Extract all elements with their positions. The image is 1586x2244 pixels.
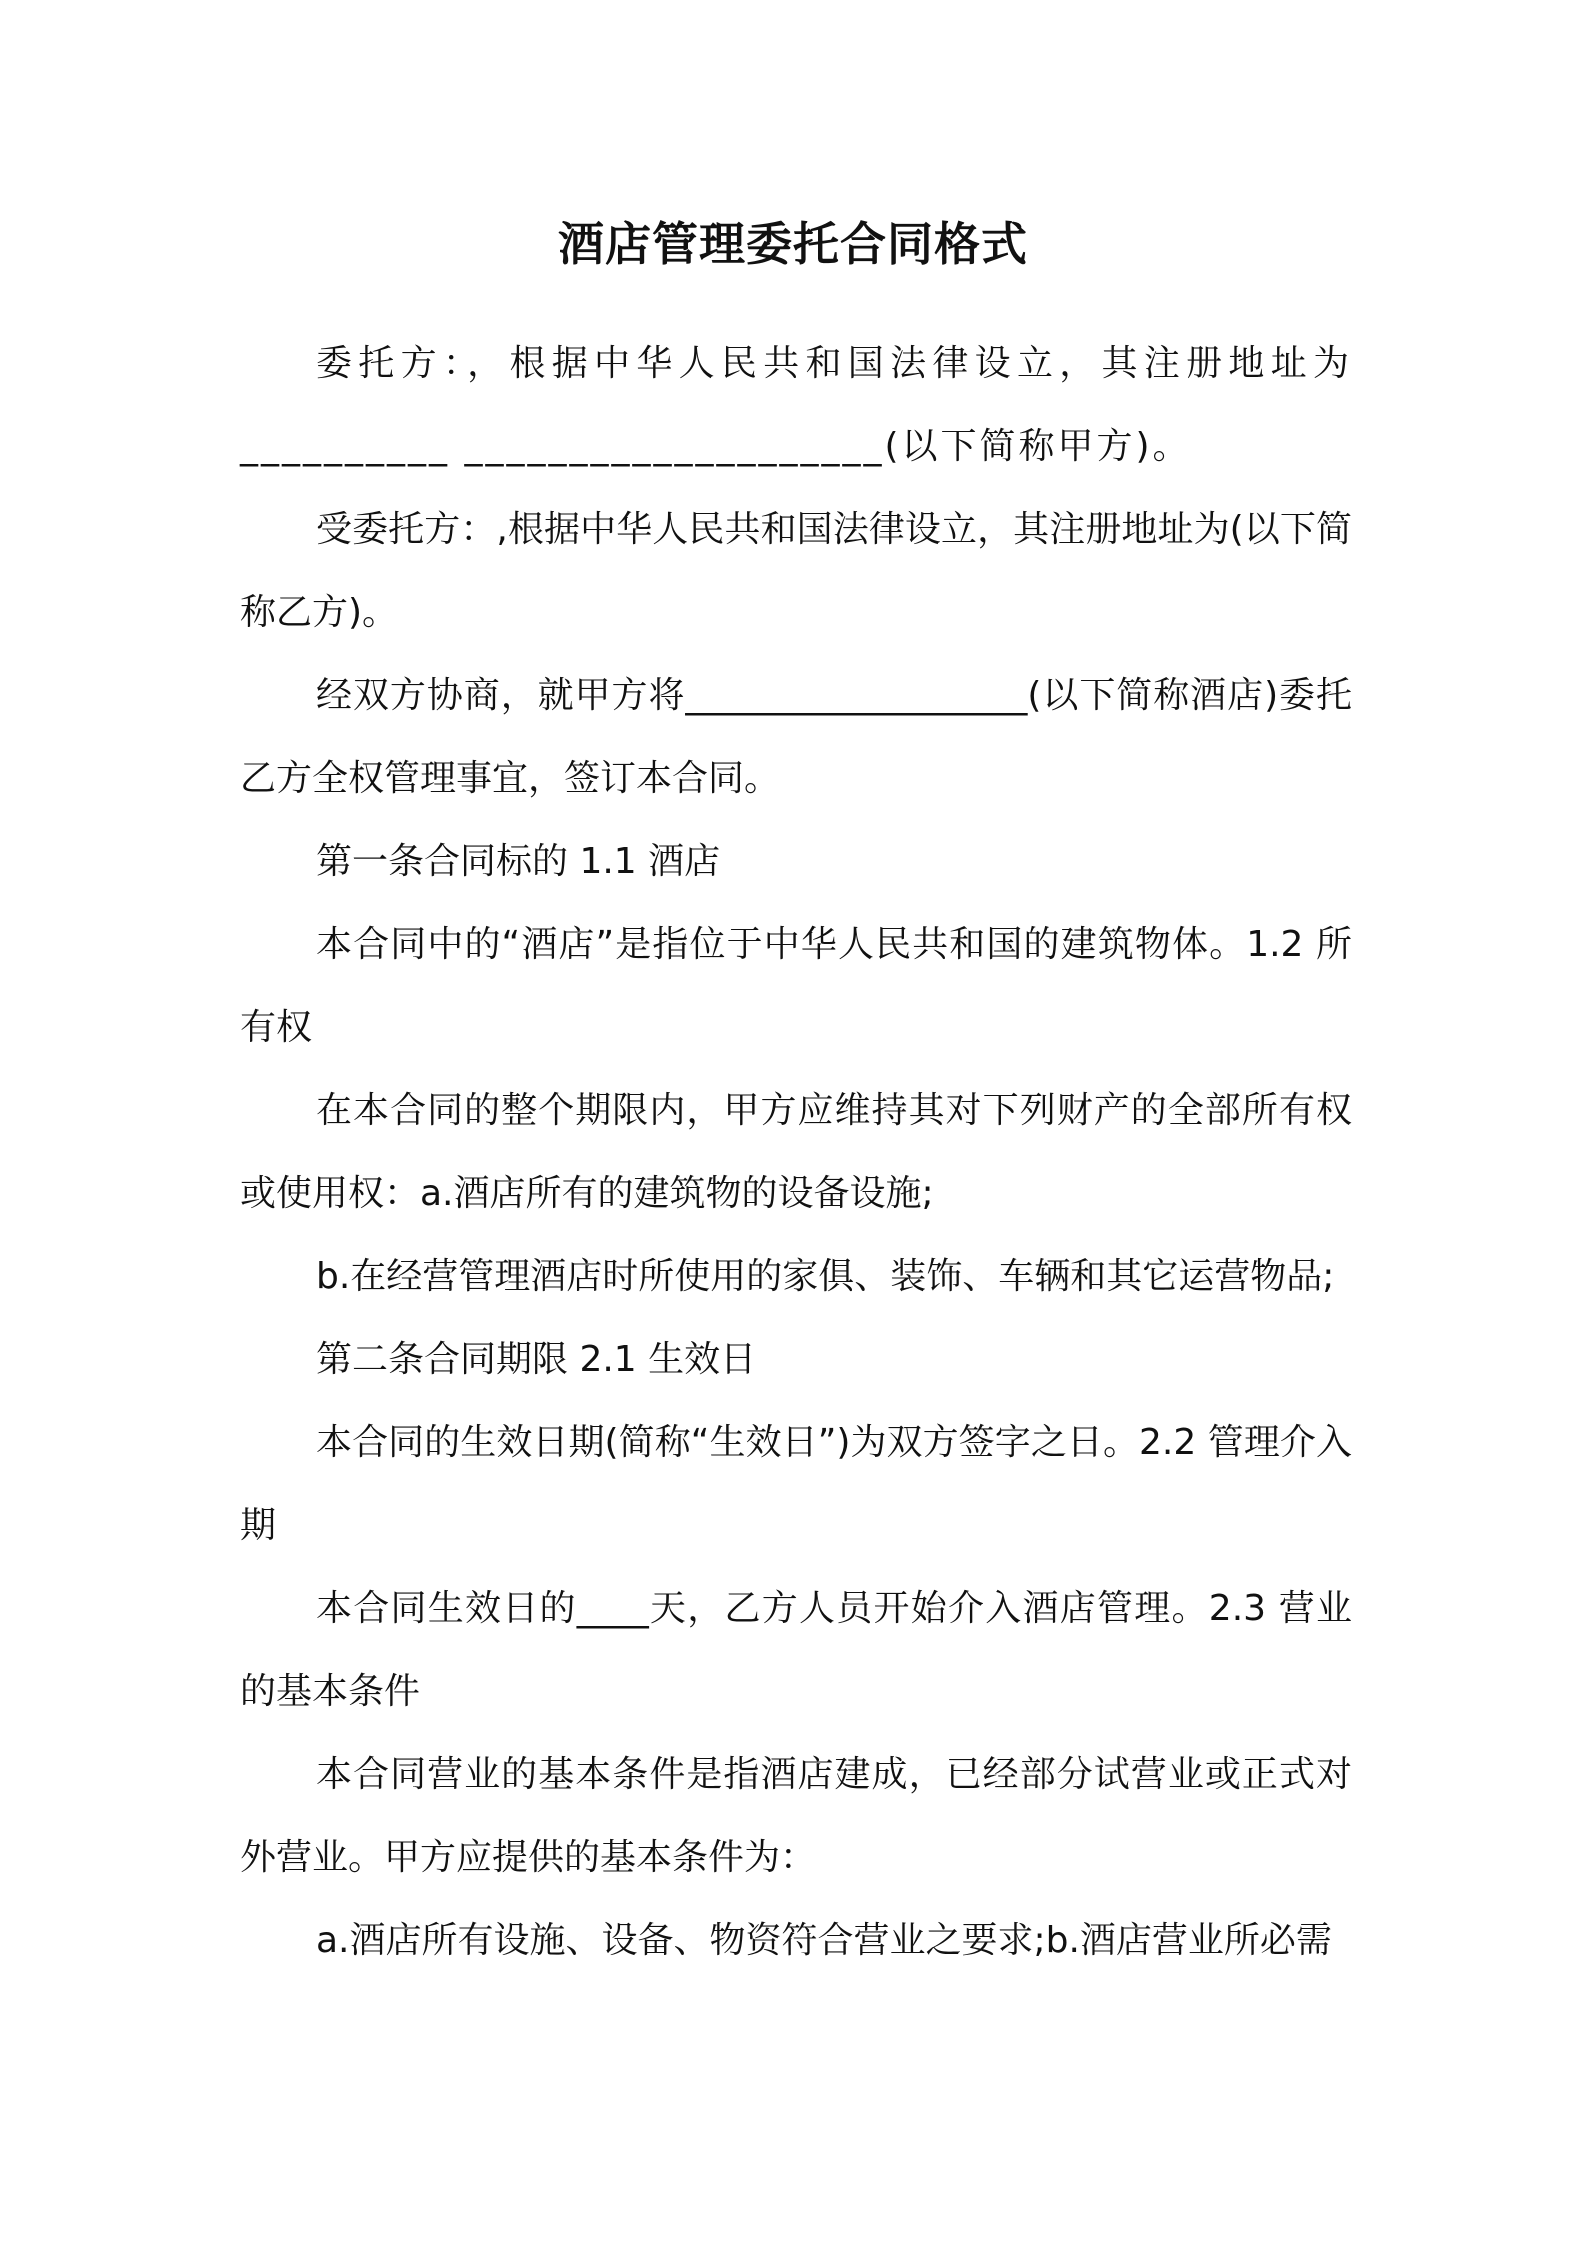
paragraph-intervention: 本合同生效日的____天，乙方人员开始介入酒店管理。2.3 营业的基本条件 (240, 1588, 1352, 1712)
paragraph-ownership: 在本合同的整个期限内，甲方应维持其对下列财产的全部所有权或使用权：a.酒店所有的建筑物的设备设施; (240, 1090, 1352, 1214)
paragraph-conditions-list: a.酒店所有设施、设备、物资符合营业之要求;b.酒店营业所必需 (316, 1920, 1332, 1961)
paragraph-effective-date: 本合同的生效日期(简称“生效日”)为双方签字之日。2.2 管理介入期 (240, 1422, 1352, 1546)
document-body (240, 322, 1352, 1982)
document-title: 酒店管理委托合同格式 (558, 217, 1028, 271)
paragraph-ownership-b: b.在经营管理酒店时所使用的家俱、装饰、车辆和其它运营物品; (316, 1256, 1335, 1297)
article-1-heading: 第一条合同标的 1.1 酒店 (316, 841, 721, 882)
paragraph-principal: 委托方：，根据中华人民共和国法律设立，其注册地址为__________ ____________________(以下简称甲方)。 (240, 343, 1352, 467)
article-2-heading: 第二条合同期限 2.1 生效日 (316, 1339, 757, 1380)
paragraph-agent: 受委托方：,根据中华人民共和国法律设立，其注册地址为(以下简称乙方)。 (240, 509, 1352, 633)
paragraph-hotel-definition: 本合同中的“酒店”是指位于中华人民共和国的建筑物体。1.2 所有权 (240, 924, 1352, 1048)
paragraph-agreement: 经双方协商，就甲方将___________________(以下简称酒店)委托乙方全权管理事宜，签订本合同。 (240, 675, 1352, 799)
paragraph-basic-conditions: 本合同营业的基本条件是指酒店建成，已经部分试营业或正式对外营业。甲方应提供的基本条件为： (240, 1754, 1352, 1878)
